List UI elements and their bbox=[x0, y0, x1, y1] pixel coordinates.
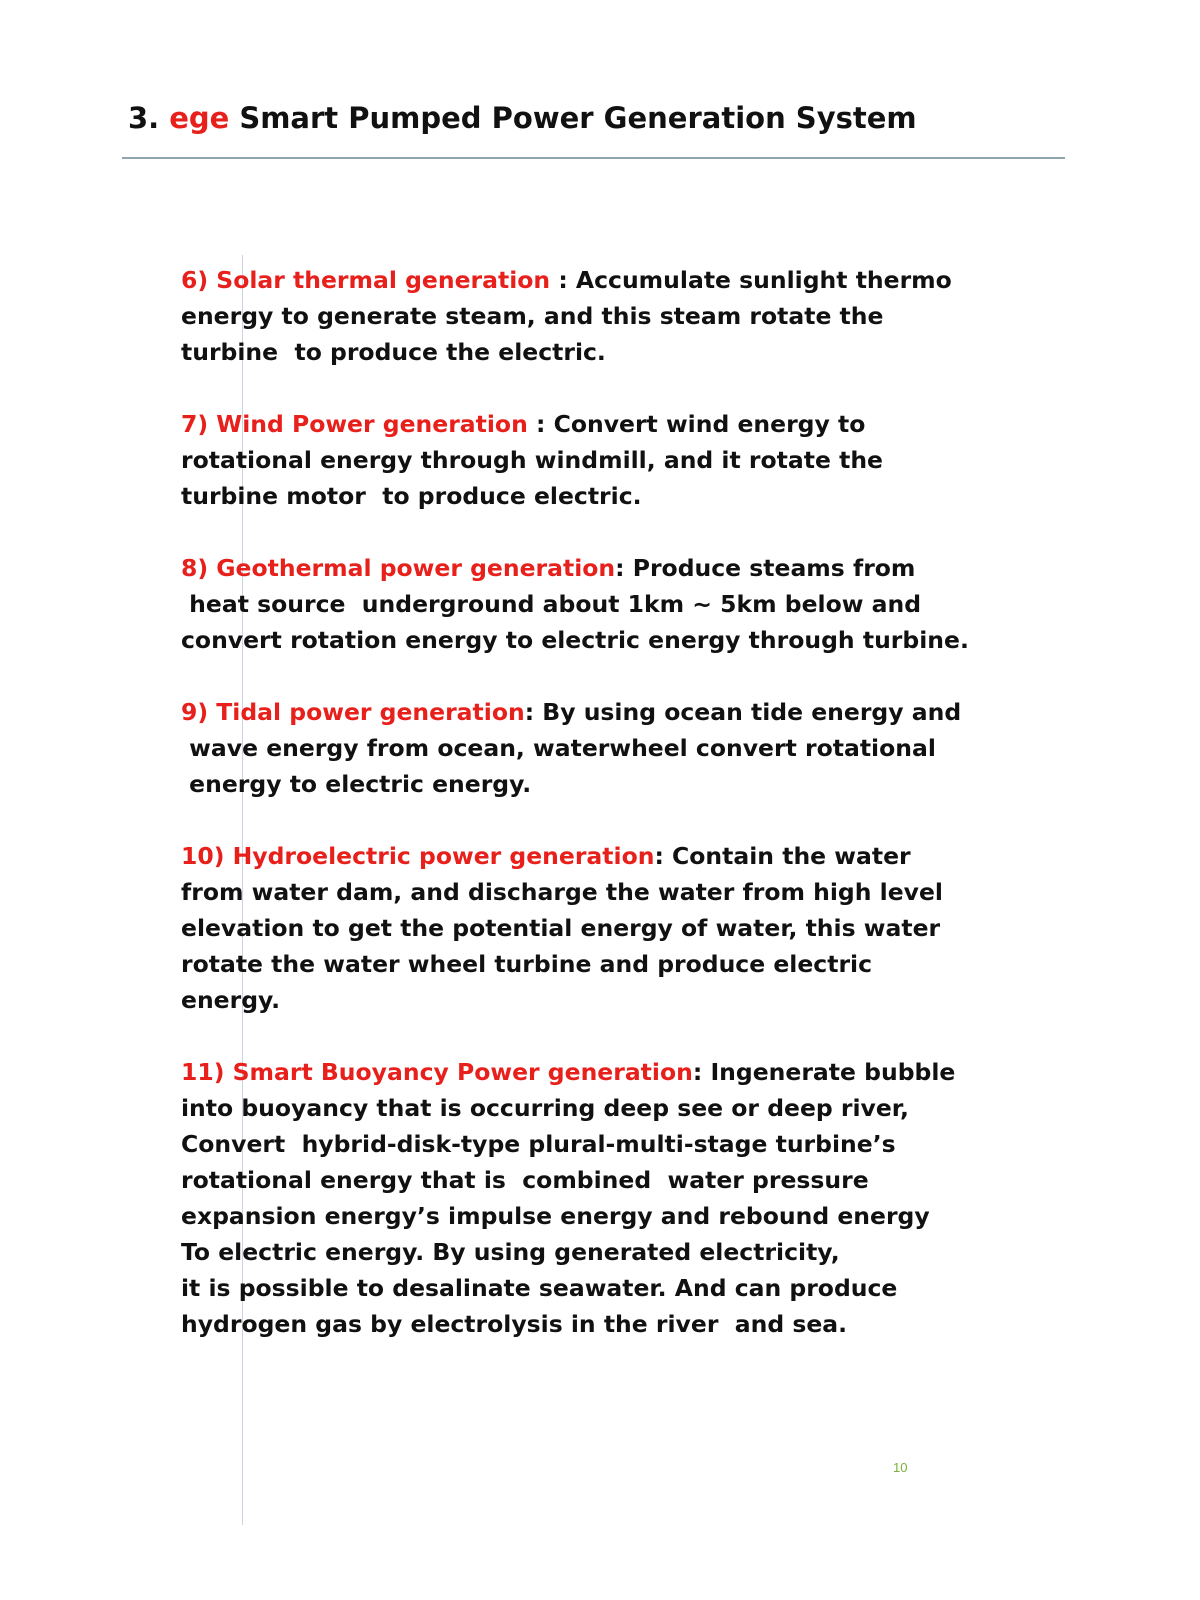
item-text: into buoyancy that is occurring deep see or deep river, bbox=[181, 1094, 909, 1122]
item-text: energy to electric energy. bbox=[181, 770, 532, 798]
page-number: 10 bbox=[893, 1460, 908, 1475]
item-text: turbine motor to produce electric. bbox=[181, 482, 642, 510]
item-text: : By using ocean tide energy and bbox=[524, 698, 962, 726]
item-text: : Produce steams from bbox=[615, 554, 916, 582]
section-number: 3. bbox=[128, 101, 160, 135]
title-divider bbox=[122, 157, 1065, 159]
item-text: turbine to produce the electric. bbox=[181, 338, 606, 366]
item-text: energy. bbox=[181, 986, 281, 1014]
item-text: rotational energy that is combined water pressure bbox=[181, 1166, 869, 1194]
item-text: Convert hybrid-disk-type plural-multi-stage turbine’s bbox=[181, 1130, 896, 1158]
item-heading: 11) Smart Buoyancy Power generation bbox=[181, 1058, 693, 1086]
brand-name: ege bbox=[169, 101, 230, 135]
page-title bbox=[128, 101, 917, 135]
list-item-wind bbox=[181, 406, 1061, 514]
title-text: Smart Pumped Power Generation System bbox=[239, 101, 917, 135]
list-item-buoyancy bbox=[181, 1054, 1061, 1342]
list-item-solar bbox=[181, 262, 1061, 370]
item-text: : Accumulate sunlight thermo bbox=[558, 266, 952, 294]
item-heading: 10) Hydroelectric power generation bbox=[181, 842, 655, 870]
item-heading: 9) Tidal power generation bbox=[181, 698, 525, 726]
item-text: hydrogen gas by electrolysis in the river and sea. bbox=[181, 1310, 848, 1338]
item-text: rotational energy through windmill, and it rotate the bbox=[181, 446, 883, 474]
list-item-tidal bbox=[181, 694, 1061, 802]
item-heading: 8) Geothermal power generation bbox=[181, 554, 616, 582]
item-heading: 6) Solar thermal generation bbox=[181, 266, 559, 294]
item-text: energy to generate steam, and this steam rotate the bbox=[181, 302, 884, 330]
item-heading: 7) Wind Power generation bbox=[181, 410, 536, 438]
item-text: it is possible to desalinate seawater. And can produce bbox=[181, 1274, 898, 1302]
item-text: elevation to get the potential energy of water, this water bbox=[181, 914, 941, 942]
item-text: from water dam, and discharge the water from high level bbox=[181, 878, 943, 906]
item-text: wave energy from ocean, waterwheel convert rotational bbox=[181, 734, 936, 762]
content-body bbox=[181, 262, 1061, 1378]
item-text: expansion energy’s impulse energy and rebound energy bbox=[181, 1202, 930, 1230]
list-item-hydroelectric bbox=[181, 838, 1061, 1018]
item-text: : Convert wind energy to bbox=[536, 410, 866, 438]
item-text: rotate the water wheel turbine and produce electric bbox=[181, 950, 873, 978]
item-text: heat source underground about 1km ~ 5km below and bbox=[181, 590, 922, 618]
item-text: convert rotation energy to electric energy through turbine. bbox=[181, 626, 969, 654]
item-text: : Contain the water bbox=[654, 842, 911, 870]
item-text: To electric energy. By using generated electricity, bbox=[181, 1238, 840, 1266]
list-item-geothermal bbox=[181, 550, 1061, 658]
item-text: : Ingenerate bubble bbox=[692, 1058, 956, 1086]
